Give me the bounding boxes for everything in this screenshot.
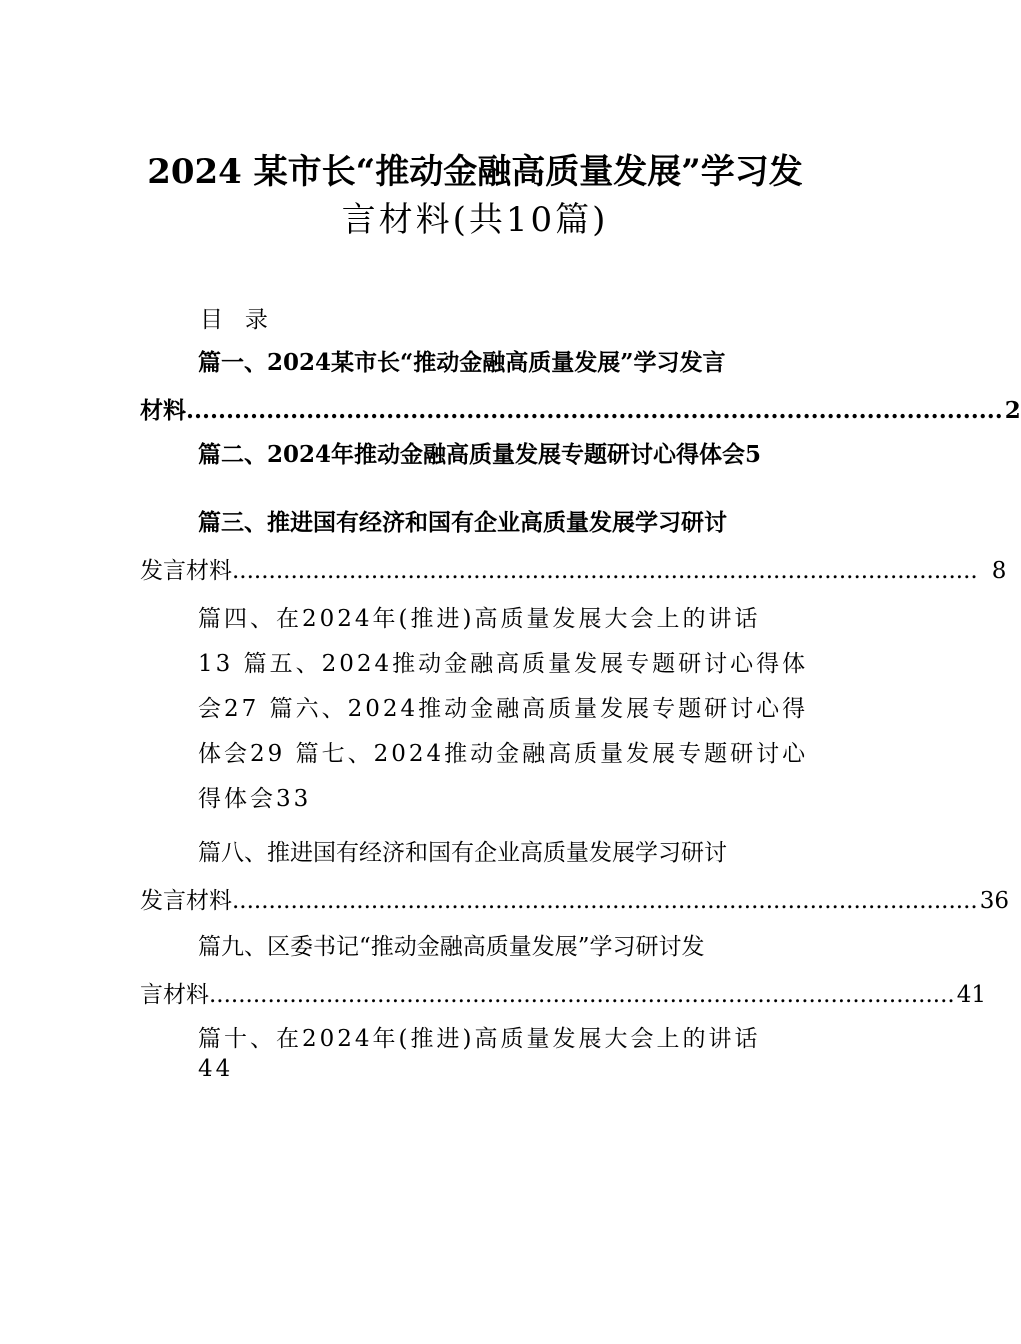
toc-entry-1-label: 材料 (140, 397, 186, 424)
toc-entry-2-line-1[interactable]: 篇二、2024年推动金融高质量发展专题研讨心得体会5 (198, 441, 762, 468)
toc-entry-8-page: 36 (979, 888, 1010, 914)
toc-entry-3-label: 发言材料 (140, 558, 232, 584)
document-title-line-2: 言材料(共10篇) (341, 200, 609, 240)
toc-entry-8-line-1[interactable]: 篇八、推进国有经济和国有企业高质量发展学习研讨 (198, 840, 727, 866)
toc-leader-dots: ...................................................................................................... (186, 397, 1003, 424)
toc-entry-10-page[interactable]: 44 (198, 1056, 234, 1082)
toc-paragraph-line-1[interactable]: 篇四、在2024年(推进)高质量发展大会上的讲话 (198, 606, 761, 632)
toc-leader-dots: ...................................................................................................... (232, 888, 978, 914)
toc-entry-3-line-1[interactable]: 篇三、推进国有经济和国有企业高质量发展学习研讨 (198, 509, 727, 536)
toc-entry-3-page: 8 (991, 558, 1007, 584)
toc-entry-3-line-2[interactable] (140, 556, 1007, 586)
toc-leader-dots: ...................................................................................................... (209, 982, 955, 1008)
toc-entry-8-line-2[interactable] (140, 886, 1010, 916)
toc-entry-1-line-1[interactable]: 篇一、2024某市长“推动金融高质量发展”学习发言 (198, 349, 726, 376)
toc-heading: 目 录 (200, 307, 268, 333)
toc-entry-8-label: 发言材料 (140, 888, 232, 914)
toc-entry-9-page: 41 (956, 982, 987, 1008)
toc-entry-9-label: 言材料 (140, 982, 209, 1008)
toc-paragraph-line-5[interactable]: 得体会33 (198, 786, 312, 812)
toc-entry-10-line-1[interactable]: 篇十、在2024年(推进)高质量发展大会上的讲话 (198, 1026, 761, 1052)
toc-entry-9-line-2[interactable] (140, 980, 987, 1010)
toc-entry-1-line-2[interactable] (140, 396, 1021, 426)
toc-leader-dots: ...................................................................................................... (232, 558, 978, 584)
toc-paragraph-line-2[interactable]: 13 篇五、2024推动金融高质量发展专题研讨心得体 (198, 651, 809, 677)
document-title-line-1: 2024 某市长“推动金融高质量发展”学习发 (147, 152, 803, 192)
toc-entry-9-line-1[interactable]: 篇九、区委书记“推动金融高质量发展”学习研讨发 (198, 934, 705, 960)
toc-paragraph-line-3[interactable]: 会27 篇六、2024推动金融高质量发展专题研讨心得 (198, 696, 809, 722)
toc-paragraph-line-4[interactable]: 体会29 篇七、2024推动金融高质量发展专题研讨心 (198, 741, 809, 767)
toc-entry-1-page: 2 (1004, 397, 1021, 424)
